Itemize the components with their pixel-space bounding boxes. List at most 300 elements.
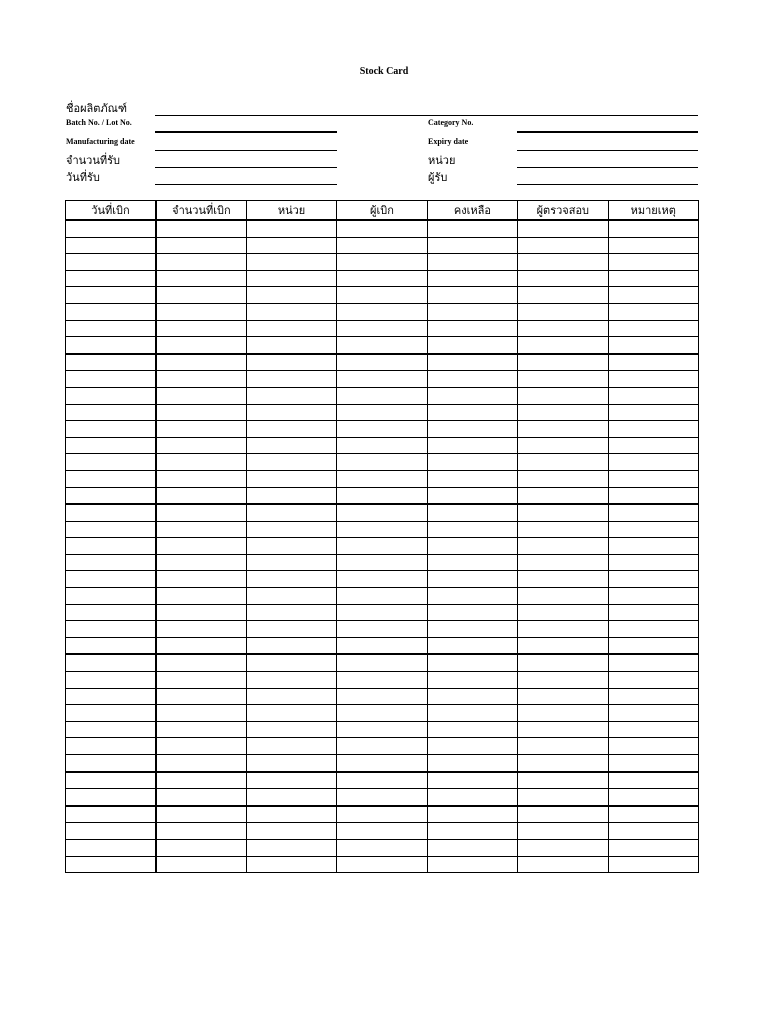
table-cell[interactable] (337, 789, 427, 806)
table-cell[interactable] (246, 337, 336, 354)
table-cell[interactable] (66, 387, 156, 404)
table-cell[interactable] (156, 839, 246, 856)
table-cell[interactable] (337, 806, 427, 823)
table-cell[interactable] (156, 237, 246, 254)
table-row (66, 470, 699, 487)
table-cell[interactable] (156, 604, 246, 621)
table-cell[interactable] (66, 521, 156, 538)
table-cell[interactable] (337, 504, 427, 521)
table-cell[interactable] (66, 637, 156, 654)
table-cell[interactable] (427, 637, 517, 654)
table-cell[interactable] (156, 254, 246, 271)
quantity-received-field[interactable] (155, 167, 337, 168)
table-cell[interactable] (246, 705, 336, 722)
table-cell[interactable] (427, 504, 517, 521)
table-cell[interactable] (427, 772, 517, 789)
table-cell[interactable] (518, 287, 608, 304)
table-row (66, 571, 699, 588)
table-cell[interactable] (156, 421, 246, 438)
table-cell[interactable] (608, 470, 698, 487)
table-cell[interactable] (246, 538, 336, 555)
table-cell[interactable] (518, 220, 608, 237)
table-cell[interactable] (156, 538, 246, 555)
table-cell[interactable] (156, 303, 246, 320)
table-cell[interactable] (246, 470, 336, 487)
table-cell[interactable] (156, 672, 246, 689)
table-cell[interactable] (66, 672, 156, 689)
table-cell[interactable] (246, 672, 336, 689)
table-cell[interactable] (518, 437, 608, 454)
table-cell[interactable] (608, 287, 698, 304)
table-row (66, 789, 699, 806)
table-cell[interactable] (608, 337, 698, 354)
table-cell[interactable] (246, 320, 336, 337)
table-cell[interactable] (246, 755, 336, 772)
table-cell[interactable] (518, 654, 608, 671)
table-cell[interactable] (246, 303, 336, 320)
table-cell[interactable] (156, 487, 246, 504)
table-cell[interactable] (427, 437, 517, 454)
table-cell[interactable] (518, 320, 608, 337)
table-cell[interactable] (427, 705, 517, 722)
table-cell[interactable] (518, 504, 608, 521)
table-body (66, 220, 699, 873)
table-cell[interactable] (66, 755, 156, 772)
table-cell[interactable] (608, 404, 698, 421)
table-cell[interactable] (66, 721, 156, 738)
table-cell[interactable] (246, 772, 336, 789)
table-cell[interactable] (66, 337, 156, 354)
table-cell[interactable] (66, 287, 156, 304)
table-cell[interactable] (246, 588, 336, 605)
table-cell[interactable] (246, 404, 336, 421)
table-cell[interactable] (156, 404, 246, 421)
table-cell[interactable] (66, 571, 156, 588)
table-cell[interactable] (156, 654, 246, 671)
table-cell[interactable] (66, 705, 156, 722)
table-cell[interactable] (66, 421, 156, 438)
table-cell[interactable] (337, 487, 427, 504)
table-row (66, 672, 699, 689)
table-cell[interactable] (608, 437, 698, 454)
table-cell[interactable] (66, 371, 156, 388)
table-cell[interactable] (337, 521, 427, 538)
table-cell[interactable] (246, 371, 336, 388)
table-cell[interactable] (608, 487, 698, 504)
table-cell[interactable] (518, 237, 608, 254)
product-name-field[interactable] (155, 115, 698, 116)
table-cell[interactable] (156, 823, 246, 840)
table-cell[interactable] (608, 554, 698, 571)
table-cell[interactable] (337, 621, 427, 638)
table-cell[interactable] (608, 621, 698, 638)
table-cell[interactable] (337, 856, 427, 873)
table-cell[interactable] (337, 571, 427, 588)
table-cell[interactable] (246, 354, 336, 371)
table-cell[interactable] (156, 437, 246, 454)
table-cell[interactable] (518, 337, 608, 354)
table-cell[interactable] (608, 856, 698, 873)
table-cell[interactable] (337, 470, 427, 487)
table-cell[interactable] (427, 621, 517, 638)
table-cell[interactable] (337, 604, 427, 621)
receiver-label: ผู้รับ (428, 171, 448, 184)
table-cell[interactable] (608, 721, 698, 738)
table-cell[interactable] (608, 254, 698, 271)
table-cell[interactable] (427, 856, 517, 873)
table-cell[interactable] (66, 504, 156, 521)
table-cell[interactable] (246, 220, 336, 237)
table-cell[interactable] (427, 839, 517, 856)
table-cell[interactable] (337, 337, 427, 354)
table-cell[interactable] (518, 721, 608, 738)
table-cell[interactable] (156, 554, 246, 571)
table-cell[interactable] (156, 571, 246, 588)
table-cell[interactable] (156, 320, 246, 337)
table-cell[interactable] (337, 320, 427, 337)
table-cell[interactable] (156, 220, 246, 237)
table-cell[interactable] (156, 454, 246, 471)
table-cell[interactable] (66, 487, 156, 504)
table-cell[interactable] (66, 856, 156, 873)
table-cell[interactable] (246, 823, 336, 840)
table-cell[interactable] (337, 705, 427, 722)
table-cell[interactable] (427, 287, 517, 304)
table-cell[interactable] (608, 220, 698, 237)
table-cell[interactable] (246, 688, 336, 705)
table-cell[interactable] (337, 287, 427, 304)
table-cell[interactable] (427, 755, 517, 772)
table-cell[interactable] (608, 637, 698, 654)
table-cell[interactable] (518, 521, 608, 538)
table-cell[interactable] (427, 554, 517, 571)
date-received-label: วันที่รับ (66, 171, 100, 184)
table-cell[interactable] (156, 856, 246, 873)
table-cell[interactable] (156, 337, 246, 354)
table-cell[interactable] (427, 303, 517, 320)
table-cell[interactable] (608, 789, 698, 806)
table-cell[interactable] (246, 654, 336, 671)
table-cell[interactable] (337, 654, 427, 671)
table-cell[interactable] (246, 721, 336, 738)
table-cell[interactable] (246, 738, 336, 755)
table-cell[interactable] (608, 806, 698, 823)
table-cell[interactable] (518, 454, 608, 471)
table-cell[interactable] (608, 839, 698, 856)
table-cell[interactable] (66, 588, 156, 605)
table-cell[interactable] (427, 320, 517, 337)
table-cell[interactable] (156, 721, 246, 738)
table-row (66, 604, 699, 621)
table-cell[interactable] (518, 421, 608, 438)
table-cell[interactable] (66, 303, 156, 320)
table-cell[interactable] (156, 270, 246, 287)
table-cell[interactable] (518, 487, 608, 504)
table-cell[interactable] (337, 755, 427, 772)
table-cell[interactable] (608, 571, 698, 588)
manufacturing-date-field[interactable] (155, 150, 337, 151)
table-cell[interactable] (427, 588, 517, 605)
table-cell[interactable] (337, 538, 427, 555)
table-cell[interactable] (246, 789, 336, 806)
table-cell[interactable] (66, 538, 156, 555)
table-cell[interactable] (608, 270, 698, 287)
table-cell[interactable] (608, 320, 698, 337)
table-cell[interactable] (337, 220, 427, 237)
table-cell[interactable] (608, 303, 698, 320)
table-cell[interactable] (427, 789, 517, 806)
table-cell[interactable] (337, 254, 427, 271)
col-header-withdrawer: ผู้เบิก (337, 201, 427, 221)
table-cell[interactable] (246, 287, 336, 304)
table-cell[interactable] (66, 738, 156, 755)
table-cell[interactable] (427, 738, 517, 755)
table-row (66, 220, 699, 237)
table-cell[interactable] (337, 738, 427, 755)
table-cell[interactable] (66, 839, 156, 856)
table-cell[interactable] (518, 738, 608, 755)
table-cell[interactable] (518, 270, 608, 287)
table-cell[interactable] (518, 404, 608, 421)
table-cell[interactable] (427, 604, 517, 621)
table-cell[interactable] (518, 538, 608, 555)
table-cell[interactable] (246, 504, 336, 521)
table-cell[interactable] (608, 588, 698, 605)
table-cell[interactable] (66, 354, 156, 371)
table-cell[interactable] (608, 454, 698, 471)
table-cell[interactable] (337, 772, 427, 789)
table-row (66, 772, 699, 789)
table-cell[interactable] (518, 387, 608, 404)
table-cell[interactable] (608, 421, 698, 438)
table-cell[interactable] (427, 538, 517, 555)
table-cell[interactable] (427, 672, 517, 689)
table-cell[interactable] (156, 755, 246, 772)
table-cell[interactable] (518, 371, 608, 388)
table-cell[interactable] (246, 421, 336, 438)
table-cell[interactable] (156, 738, 246, 755)
table-cell[interactable] (427, 337, 517, 354)
table-cell[interactable] (427, 270, 517, 287)
category-no-field[interactable] (517, 131, 698, 133)
table-cell[interactable] (156, 705, 246, 722)
table-cell[interactable] (246, 437, 336, 454)
table-cell[interactable] (608, 354, 698, 371)
table-cell[interactable] (337, 303, 427, 320)
table-cell[interactable] (246, 387, 336, 404)
table-cell[interactable] (337, 688, 427, 705)
table-row (66, 554, 699, 571)
table-cell[interactable] (66, 320, 156, 337)
table-cell[interactable] (246, 839, 336, 856)
table-cell[interactable] (156, 287, 246, 304)
table-cell[interactable] (66, 237, 156, 254)
table-cell[interactable] (427, 354, 517, 371)
table-cell[interactable] (337, 588, 427, 605)
table-row (66, 454, 699, 471)
table-cell[interactable] (427, 806, 517, 823)
table-row (66, 287, 699, 304)
table-cell[interactable] (337, 237, 427, 254)
table-cell[interactable] (337, 387, 427, 404)
table-cell[interactable] (156, 588, 246, 605)
table-cell[interactable] (518, 588, 608, 605)
table-cell[interactable] (337, 437, 427, 454)
table-cell[interactable] (66, 404, 156, 421)
table-row (66, 637, 699, 654)
table-row (66, 337, 699, 354)
table-cell[interactable] (337, 721, 427, 738)
table-cell[interactable] (156, 387, 246, 404)
table-cell[interactable] (66, 270, 156, 287)
table-cell[interactable] (518, 621, 608, 638)
batch-lot-field[interactable] (155, 131, 337, 133)
table-cell[interactable] (608, 688, 698, 705)
table-cell[interactable] (66, 688, 156, 705)
table-cell[interactable] (156, 470, 246, 487)
table-cell[interactable] (518, 637, 608, 654)
table-cell[interactable] (246, 571, 336, 588)
table-cell[interactable] (427, 371, 517, 388)
table-cell[interactable] (608, 772, 698, 789)
table-cell[interactable] (246, 604, 336, 621)
table-cell[interactable] (427, 571, 517, 588)
table-cell[interactable] (156, 772, 246, 789)
table-cell[interactable] (608, 738, 698, 755)
table-cell[interactable] (66, 823, 156, 840)
table-cell[interactable] (337, 404, 427, 421)
table-cell[interactable] (66, 806, 156, 823)
table-cell[interactable] (608, 823, 698, 840)
unit-field[interactable] (517, 167, 698, 168)
table-cell[interactable] (427, 421, 517, 438)
table-cell[interactable] (337, 354, 427, 371)
table-cell[interactable] (246, 254, 336, 271)
table-cell[interactable] (518, 354, 608, 371)
table-cell[interactable] (66, 604, 156, 621)
table-cell[interactable] (337, 270, 427, 287)
table-cell[interactable] (518, 772, 608, 789)
table-cell[interactable] (427, 721, 517, 738)
table-cell[interactable] (518, 571, 608, 588)
table-cell[interactable] (156, 371, 246, 388)
table-cell[interactable] (246, 621, 336, 638)
table-cell[interactable] (337, 454, 427, 471)
table-cell[interactable] (156, 688, 246, 705)
table-cell[interactable] (156, 621, 246, 638)
table-cell[interactable] (337, 823, 427, 840)
table-cell[interactable] (518, 554, 608, 571)
table-cell[interactable] (337, 672, 427, 689)
table-cell[interactable] (427, 654, 517, 671)
table-cell[interactable] (518, 470, 608, 487)
table-row (66, 421, 699, 438)
table-cell[interactable] (518, 789, 608, 806)
table-cell[interactable] (427, 521, 517, 538)
table-cell[interactable] (66, 621, 156, 638)
table-cell[interactable] (427, 487, 517, 504)
table-cell[interactable] (427, 404, 517, 421)
table-cell[interactable] (518, 755, 608, 772)
table-cell[interactable] (246, 454, 336, 471)
table-cell[interactable] (66, 654, 156, 671)
table-cell[interactable] (66, 772, 156, 789)
table-cell[interactable] (518, 823, 608, 840)
table-cell[interactable] (156, 789, 246, 806)
table-cell[interactable] (66, 554, 156, 571)
table-cell[interactable] (66, 254, 156, 271)
table-cell[interactable] (66, 454, 156, 471)
table-cell[interactable] (427, 220, 517, 237)
table-cell[interactable] (518, 672, 608, 689)
table-cell[interactable] (156, 354, 246, 371)
table-cell[interactable] (518, 688, 608, 705)
table-cell[interactable] (337, 839, 427, 856)
table-cell[interactable] (518, 705, 608, 722)
table-cell[interactable] (337, 554, 427, 571)
table-cell[interactable] (246, 806, 336, 823)
table-cell[interactable] (156, 637, 246, 654)
table-cell[interactable] (608, 521, 698, 538)
table-cell[interactable] (518, 254, 608, 271)
table-cell[interactable] (427, 387, 517, 404)
table-cell[interactable] (608, 387, 698, 404)
table-cell[interactable] (608, 654, 698, 671)
table-cell[interactable] (66, 470, 156, 487)
batch-lot-label: Batch No. / Lot No. (66, 118, 132, 127)
table-cell[interactable] (608, 672, 698, 689)
table-cell[interactable] (608, 538, 698, 555)
table-cell[interactable] (608, 604, 698, 621)
table-cell[interactable] (337, 421, 427, 438)
table-cell[interactable] (427, 454, 517, 471)
table-cell[interactable] (608, 705, 698, 722)
table-cell[interactable] (246, 487, 336, 504)
table-cell[interactable] (518, 303, 608, 320)
table-cell[interactable] (246, 521, 336, 538)
table-cell[interactable] (427, 688, 517, 705)
table-cell[interactable] (427, 254, 517, 271)
table-cell[interactable] (608, 504, 698, 521)
table-cell[interactable] (337, 371, 427, 388)
table-cell[interactable] (518, 604, 608, 621)
table-cell[interactable] (608, 371, 698, 388)
table-cell[interactable] (608, 755, 698, 772)
table-cell[interactable] (518, 856, 608, 873)
table-cell[interactable] (66, 220, 156, 237)
table-cell[interactable] (427, 237, 517, 254)
table-cell[interactable] (246, 554, 336, 571)
receiver-field[interactable] (517, 184, 698, 185)
date-received-field[interactable] (155, 184, 337, 185)
table-cell[interactable] (156, 806, 246, 823)
table-cell[interactable] (156, 504, 246, 521)
table-cell[interactable] (518, 806, 608, 823)
table-cell[interactable] (337, 637, 427, 654)
table-cell[interactable] (246, 270, 336, 287)
expiry-date-field[interactable] (517, 150, 698, 151)
table-cell[interactable] (427, 470, 517, 487)
table-cell[interactable] (608, 237, 698, 254)
table-cell[interactable] (156, 521, 246, 538)
table-cell[interactable] (518, 839, 608, 856)
table-cell[interactable] (246, 237, 336, 254)
table-cell[interactable] (427, 823, 517, 840)
table-cell[interactable] (246, 856, 336, 873)
table-cell[interactable] (246, 637, 336, 654)
table-cell[interactable] (66, 437, 156, 454)
table-cell[interactable] (66, 789, 156, 806)
